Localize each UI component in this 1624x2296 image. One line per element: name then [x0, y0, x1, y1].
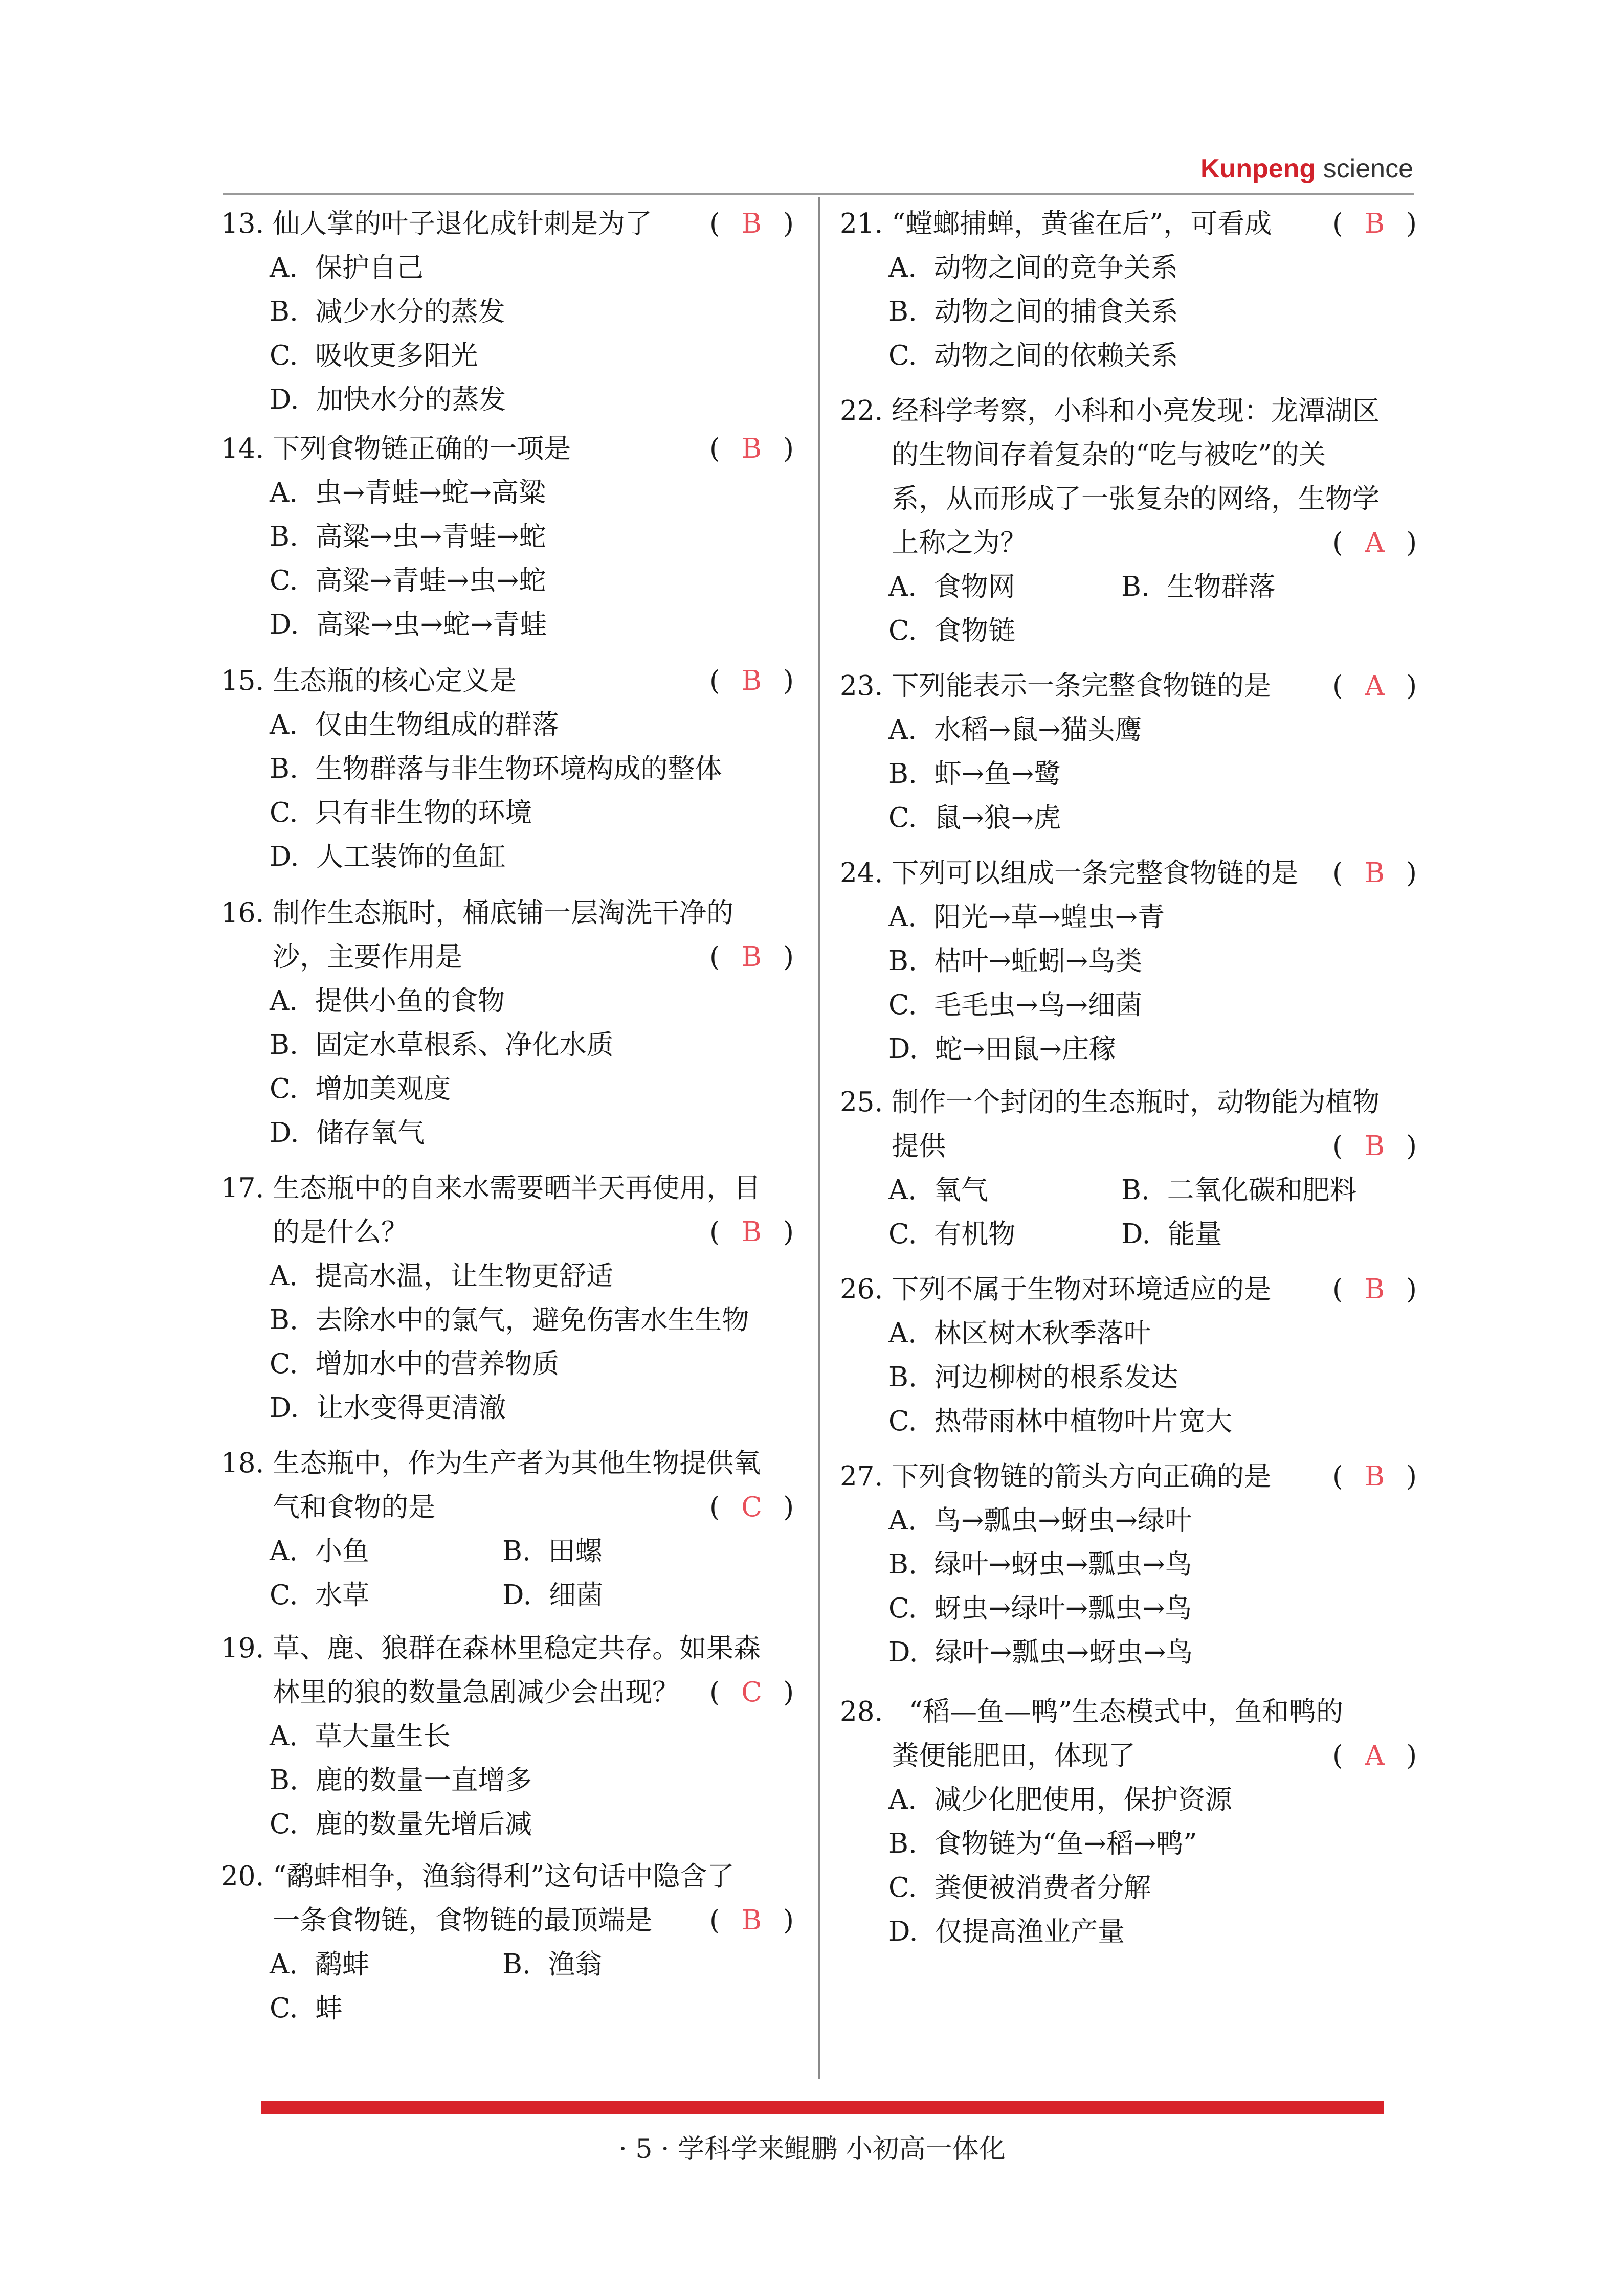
option-item: B. 减少水分的蒸发 — [270, 296, 505, 327]
option-item: C. 增加美观度 — [270, 1073, 451, 1105]
option-list — [221, 1943, 794, 2031]
option-item: A. 林区树木秋季落叶 — [888, 1318, 1151, 1349]
option-item: B. 二氧化碳和肥料 — [1121, 1175, 1357, 1206]
option-item: D. 加快水分的蒸发 — [270, 384, 506, 415]
question-text: 气和食物的是 — [273, 1492, 436, 1523]
option-item: D. 人工装饰的鱼缸 — [270, 841, 506, 872]
answer-letter: B — [1365, 858, 1385, 889]
option-list — [221, 471, 794, 647]
answer-letter: B — [742, 1217, 762, 1248]
question-text: 制作一个封闭的生态瓶时，动物能为植物 — [892, 1087, 1380, 1118]
answer-bracket: ( B ) — [709, 427, 794, 471]
question-17 — [221, 1166, 794, 1430]
answer-letter: B — [1365, 1131, 1385, 1162]
option-item: D. 能量 — [1121, 1219, 1222, 1250]
brand-rest: science — [1316, 154, 1413, 184]
answer-bracket: ( C ) — [709, 1485, 794, 1529]
question-text: 生态瓶中的自来水需要晒半天再使用，目 — [273, 1173, 761, 1204]
answer-bracket: ( B ) — [1332, 851, 1417, 895]
question-text: 经科学考察，小科和小亮发现：龙潭湖区 — [892, 395, 1380, 426]
option-item: C. 高粱→青蛙→虫→蛇 — [270, 565, 546, 596]
question-text: 下列不属于生物对环境适应的是 — [892, 1274, 1272, 1305]
question-number: 22. — [840, 395, 892, 426]
question-text: 的是什么？ — [273, 1217, 409, 1248]
answer-letter: B — [1365, 1461, 1385, 1492]
question-number: 27. — [840, 1461, 892, 1492]
question-15 — [221, 659, 794, 879]
question-18 — [221, 1442, 794, 1617]
answer-letter: B — [742, 1905, 762, 1936]
question-22 — [840, 389, 1417, 653]
option-item: B. 河边柳树的根系发达 — [888, 1362, 1178, 1393]
option-item: C. 吸收更多阳光 — [270, 340, 478, 371]
option-list — [221, 1715, 794, 1847]
footer-text: · 5 · 学科学来鲲鹏 小初高一体化 — [618, 2134, 1006, 2165]
question-text: 一条食物链，食物链的最顶端是 — [273, 1905, 653, 1936]
brand-logo — [1200, 153, 1413, 184]
question-text: 系，从而形成了一张复杂的网络，生物学 — [892, 483, 1380, 514]
option-item: A. 氧气 — [888, 1175, 988, 1206]
option-item: B. 固定水草根系、净化水质 — [270, 1029, 614, 1061]
option-item: C. 热带雨林中植物叶片宽大 — [888, 1406, 1233, 1437]
question-14 — [221, 427, 794, 647]
option-item: A. 草大量生长 — [270, 1721, 451, 1752]
answer-letter: B — [1365, 1274, 1385, 1305]
option-list — [840, 1499, 1417, 1675]
question-number: 17. — [221, 1173, 273, 1204]
option-item: A. 阳光→草→蝗虫→青 — [888, 902, 1165, 933]
answer-letter: B — [742, 433, 762, 464]
answer-letter: B — [1365, 208, 1385, 239]
option-item: D. 让水变得更清澈 — [270, 1392, 506, 1424]
option-item: D. 绿叶→瓢虫→蚜虫→鸟 — [888, 1637, 1193, 1668]
question-28 — [840, 1690, 1417, 1954]
question-number: 15. — [221, 665, 273, 696]
option-item: A. 仅由生物组成的群落 — [270, 709, 559, 740]
question-text: 下列能表示一条完整食物链的是 — [892, 670, 1272, 702]
question-text: 下列食物链的箭头方向正确的是 — [892, 1461, 1272, 1492]
option-item: B. 动物之间的捕食关系 — [888, 296, 1178, 327]
question-number: 18. — [221, 1448, 273, 1479]
answer-bracket: ( A ) — [1332, 521, 1417, 565]
question-text: 生态瓶的核心定义是 — [273, 665, 517, 696]
right-column — [840, 202, 1417, 1954]
option-item: B. 去除水中的氯气，避免伤害水生生物 — [270, 1304, 749, 1336]
brand-bold: Kunpeng — [1200, 154, 1316, 184]
option-item: B. 渔翁 — [502, 1949, 603, 1980]
answer-bracket: ( A ) — [1332, 664, 1417, 708]
answer-bracket: ( C ) — [709, 1671, 794, 1715]
header-rule — [223, 193, 1414, 195]
question-13 — [221, 202, 794, 422]
option-item: A. 鸟→瓢虫→蚜虫→绿叶 — [888, 1505, 1192, 1536]
answer-letter: C — [741, 1492, 762, 1523]
option-item: C. 毛毛虫→鸟→细菌 — [888, 989, 1143, 1021]
question-text: 下列食物链正确的一项是 — [273, 433, 571, 464]
option-item: C. 水草 — [270, 1580, 370, 1611]
option-item: C. 蚌 — [270, 1993, 343, 2024]
left-column — [221, 202, 794, 2031]
question-number: 28. — [840, 1696, 892, 1727]
option-item: C. 鼠→狼→虎 — [888, 802, 1061, 834]
option-item: D. 高粱→虫→蛇→青蛙 — [270, 609, 547, 640]
question-16 — [221, 891, 794, 1155]
option-item: B. 高粱→虫→青蛙→蛇 — [270, 521, 546, 552]
option-item: B. 鹿的数量一直增多 — [270, 1765, 532, 1796]
answer-bracket: ( B ) — [709, 935, 794, 979]
option-item: C. 鹿的数量先增后减 — [270, 1809, 532, 1840]
question-text: 生态瓶中，作为生产者为其他生物提供氧 — [273, 1448, 761, 1479]
question-number: 23. — [840, 670, 892, 702]
answer-bracket: ( B ) — [709, 1210, 794, 1254]
question-text: 下列可以组成一条完整食物链的是 — [892, 858, 1299, 889]
option-list — [840, 1778, 1417, 1954]
question-number: 25. — [840, 1087, 892, 1118]
option-list — [840, 1312, 1417, 1444]
answer-letter: C — [741, 1677, 762, 1708]
question-number: 13. — [221, 208, 273, 239]
question-number: 19. — [221, 1633, 273, 1664]
question-text: 提供 — [892, 1131, 946, 1162]
answer-letter: B — [742, 941, 762, 973]
question-text: “稻—鱼—鸭”生态模式中，鱼和鸭的 — [892, 1696, 1344, 1727]
answer-bracket: ( B ) — [1332, 1268, 1417, 1312]
answer-bracket: ( B ) — [709, 659, 794, 703]
option-item: B. 虾→鱼→鹭 — [888, 758, 1061, 790]
question-number: 14. — [221, 433, 273, 464]
option-item: C. 有机物 — [888, 1219, 1016, 1250]
question-number: 26. — [840, 1274, 892, 1305]
option-item: A. 动物之间的竞争关系 — [888, 252, 1178, 283]
option-list — [221, 979, 794, 1155]
option-item: B. 生物群落与非生物环境构成的整体 — [270, 753, 722, 784]
question-20 — [221, 1855, 794, 2031]
answer-bracket: ( B ) — [1332, 1455, 1417, 1499]
question-text: 草、鹿、狼群在森林里稳定共存。如果森 — [273, 1633, 761, 1664]
option-list — [840, 895, 1417, 1071]
question-text: “鹬蚌相争，渔翁得利”这句话中隐含了 — [273, 1861, 735, 1892]
question-text: “螳螂捕蝉，黄雀在后”，可看成 — [892, 208, 1272, 239]
question-text: 粪便能肥田，体现了 — [892, 1740, 1136, 1771]
option-item: C. 粪便被消费者分解 — [888, 1872, 1151, 1903]
option-list — [221, 1254, 794, 1430]
answer-letter: A — [1365, 670, 1385, 702]
question-26 — [840, 1268, 1417, 1444]
option-item: D. 仅提高渔业产量 — [888, 1916, 1125, 1947]
option-item: D. 储存氧气 — [270, 1117, 425, 1149]
question-text: 林里的狼的数量急剧减少会出现？ — [273, 1677, 680, 1708]
option-item: C. 食物链 — [888, 615, 1016, 646]
option-item: A. 提高水温，让生物更舒适 — [270, 1260, 613, 1292]
option-item: B. 绿叶→蚜虫→瓢虫→鸟 — [888, 1549, 1192, 1580]
option-item: A. 鹬蚌 — [270, 1949, 369, 1980]
option-item: C. 动物之间的依赖关系 — [888, 340, 1178, 371]
question-25 — [840, 1081, 1417, 1256]
option-list — [221, 703, 794, 879]
option-item: A. 减少化肥使用，保护资源 — [888, 1784, 1232, 1815]
option-item: A. 水稻→鼠→猫头鹰 — [888, 714, 1142, 746]
answer-letter: B — [742, 665, 762, 696]
option-list — [840, 565, 1417, 653]
answer-bracket: ( B ) — [709, 202, 794, 246]
question-number: 16. — [221, 897, 273, 929]
footer-bar — [261, 2101, 1384, 2114]
question-text: 的生物间存着复杂的“吃与被吃”的关 — [892, 439, 1326, 470]
option-item: C. 只有非生物的环境 — [270, 797, 532, 828]
question-23 — [840, 664, 1417, 840]
question-number: 21. — [840, 208, 892, 239]
answer-bracket: ( B ) — [1332, 1124, 1417, 1168]
answer-letter: B — [742, 208, 762, 239]
option-list — [840, 1168, 1417, 1256]
option-item: A. 小鱼 — [270, 1536, 369, 1567]
answer-letter: A — [1365, 1740, 1385, 1771]
answer-bracket: ( B ) — [709, 1899, 794, 1943]
question-number: 24. — [840, 858, 892, 889]
option-list — [221, 1529, 794, 1617]
option-list — [221, 246, 794, 422]
option-item: A. 提供小鱼的食物 — [270, 985, 505, 1017]
question-text: 沙，主要作用是 — [273, 941, 463, 973]
question-text: 上称之为？ — [892, 527, 1028, 558]
option-item: A. 食物网 — [888, 571, 1015, 602]
question-27 — [840, 1455, 1417, 1675]
answer-bracket: ( A ) — [1332, 1734, 1417, 1778]
option-item: A. 保护自己 — [270, 252, 424, 283]
option-item: B. 枯叶→蚯蚓→鸟类 — [888, 946, 1143, 977]
column-divider — [818, 197, 820, 2079]
option-list — [840, 246, 1417, 378]
option-item: B. 食物链为“鱼→稻→鸭” — [888, 1828, 1197, 1859]
option-item: D. 蛇→田鼠→庄稼 — [888, 1033, 1116, 1065]
question-text: 仙人掌的叶子退化成针刺是为了 — [273, 208, 653, 239]
question-19 — [221, 1627, 794, 1847]
question-21 — [840, 202, 1417, 378]
question-number: 20. — [221, 1861, 273, 1892]
answer-bracket: ( B ) — [1332, 202, 1417, 246]
option-item: D. 细菌 — [502, 1580, 604, 1611]
option-item: A. 虫→青蛙→蛇→高粱 — [270, 477, 546, 508]
answer-letter: A — [1365, 527, 1385, 558]
option-item: C. 增加水中的营养物质 — [270, 1348, 560, 1380]
option-item: B. 生物群落 — [1121, 571, 1276, 602]
question-text: 制作生态瓶时，桶底铺一层淘洗干净的 — [273, 897, 734, 929]
question-24 — [840, 851, 1417, 1071]
option-item: C. 蚜虫→绿叶→瓢虫→鸟 — [888, 1593, 1192, 1624]
option-list — [840, 708, 1417, 840]
option-item: B. 田螺 — [502, 1536, 603, 1567]
